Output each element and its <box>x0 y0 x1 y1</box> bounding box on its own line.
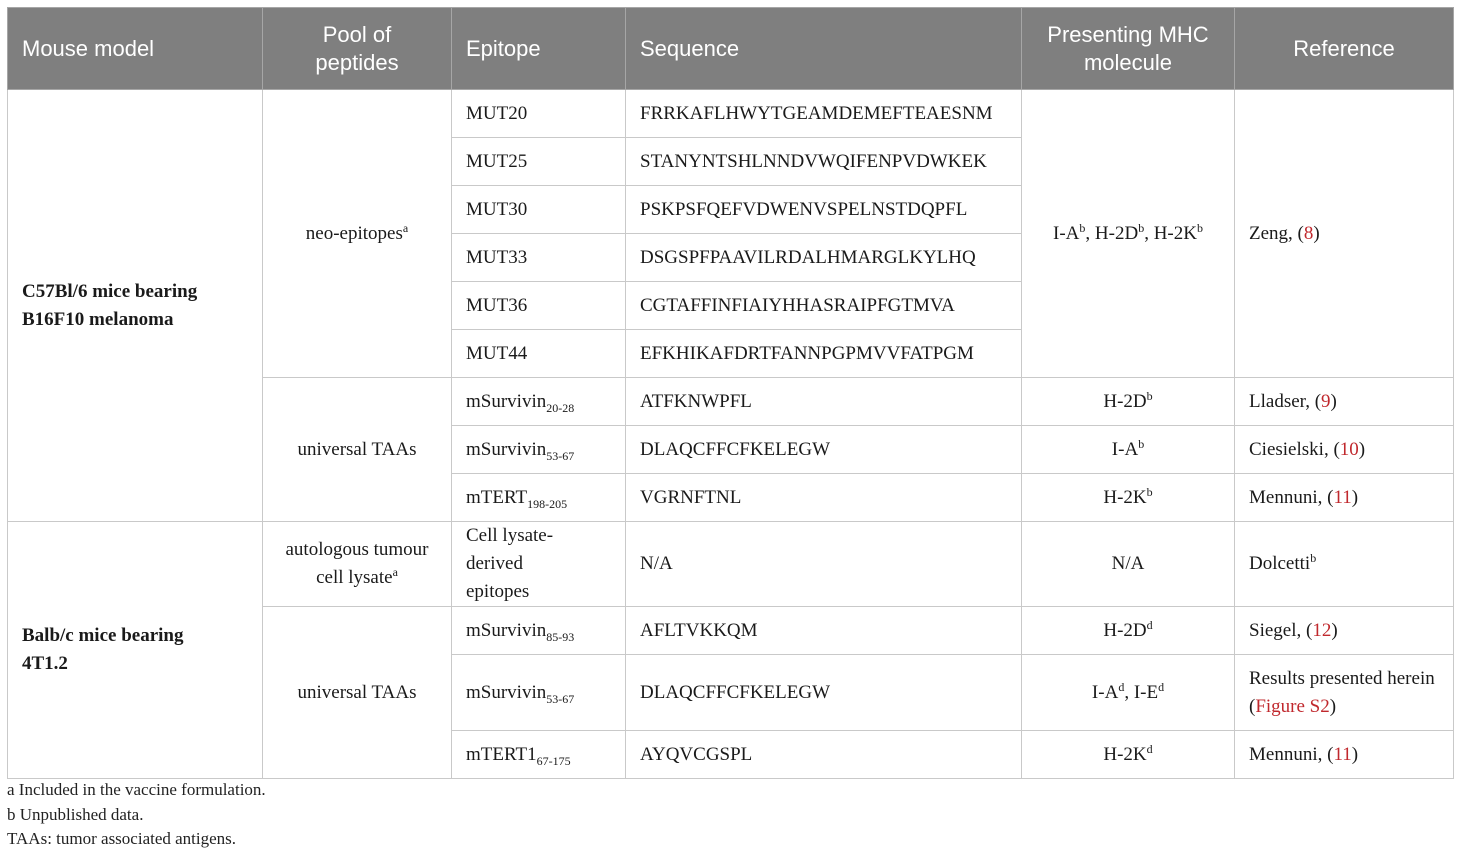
header-pool-label: Pool of peptides <box>315 21 399 75</box>
epitope-sub: 53-67 <box>546 448 575 463</box>
ref-citation-link[interactable]: 11 <box>1333 743 1352 765</box>
epitope-text: mSurvivin <box>466 681 547 703</box>
mhc-text: H-2K <box>1103 743 1147 765</box>
ref-citation-link[interactable]: 12 <box>1312 619 1332 641</box>
mhc-sup: b <box>1138 436 1145 451</box>
mhc-sup: d <box>1158 679 1165 694</box>
sequence-cell: FRRKAFLHWYTGEAMDEMEFTEAESNM <box>626 90 1022 138</box>
group-c57-label: C57Bl/6 mice bearing B16F10 melanoma <box>22 280 198 330</box>
sequence-cell: PSKPSFQEFVDWENVSPELNSTDQPFL <box>626 186 1022 234</box>
footnote-taas: TAAs: tumor associated antigens. <box>7 829 237 848</box>
sequence-cell: VGRNFTNL <box>626 474 1022 522</box>
header-sequence: Sequence <box>626 8 1022 90</box>
mhc-text: , H-2K <box>1144 222 1197 244</box>
footnote-b: b Unpublished data. <box>7 805 144 824</box>
sequence-cell: ATFKNWPFL <box>626 378 1022 426</box>
footnote-a: a Included in the vaccine formulation. <box>7 780 266 799</box>
ref-citation-link[interactable]: 10 <box>1339 438 1359 460</box>
mhc-sup: b <box>1138 220 1145 235</box>
epitope-cell: MUT30 <box>452 186 626 234</box>
table-row <box>8 522 1454 607</box>
mhc-sup: d <box>1118 679 1125 694</box>
mhc-text: , H-2D <box>1085 222 1139 244</box>
mhc-cell <box>1022 474 1235 522</box>
mhc-cell <box>1022 378 1235 426</box>
figure-s2-link[interactable]: Figure S2 <box>1255 695 1330 717</box>
mhc-text: , I-E <box>1124 681 1159 703</box>
ref-citation-link[interactable]: 9 <box>1321 390 1331 412</box>
ref-cell <box>1235 474 1454 522</box>
pool-neo-epitopes <box>263 90 452 378</box>
sequence-cell: CGTAFFINFIAIYHHASRAIPFGTMVA <box>626 282 1022 330</box>
footnote-mark: a <box>392 565 398 579</box>
epitope-sub: 20-28 <box>546 400 575 415</box>
ref-text: ) <box>1351 486 1359 508</box>
ref-cell <box>1235 378 1454 426</box>
mhc-cell <box>1022 607 1235 655</box>
sequence-cell: AYQVCGSPL <box>626 731 1022 779</box>
ref-text: Lladser, ( <box>1249 390 1322 412</box>
pool-auto-label: autologous tumour cell lysate <box>285 539 429 588</box>
ref-cell <box>1235 731 1454 779</box>
epitope-cell: MUT44 <box>452 330 626 378</box>
epitope-cell: MUT36 <box>452 282 626 330</box>
ref-text: Zeng, ( <box>1249 222 1304 244</box>
sequence-cell: EFKHIKAFDRTFANNPGPMVVFATPGM <box>626 330 1022 378</box>
ref-cell <box>1235 522 1454 607</box>
ref-text: Dolcetti <box>1249 553 1311 574</box>
epitope-cell: MUT25 <box>452 138 626 186</box>
group-balb-label: Balb/c mice bearing 4T1.2 <box>22 625 184 674</box>
group-c57 <box>8 90 263 522</box>
header-epitope: Epitope <box>452 8 626 90</box>
epitope-text: mSurvivin <box>466 619 547 641</box>
epitope-cell: MUT33 <box>452 234 626 282</box>
group-balb <box>8 522 263 779</box>
ref-text: ) <box>1329 695 1337 717</box>
ref-text: Mennuni, ( <box>1249 743 1334 765</box>
mhc-neo <box>1022 90 1235 378</box>
mhc-text: I-A <box>1053 222 1080 244</box>
mhc-text: I-A <box>1091 681 1119 703</box>
ref-text: ) <box>1351 743 1359 765</box>
mhc-sup: d <box>1146 741 1153 756</box>
epitope-sub: 85-93 <box>546 629 575 644</box>
epitope-sub: 67-175 <box>536 753 571 768</box>
sequence-cell: STANYNTSHLNNDVWQIFENPVDWKEK <box>626 138 1022 186</box>
epitope-text: mSurvivin <box>466 438 547 460</box>
ref-text: Siegel, ( <box>1249 619 1313 641</box>
epitope-cell <box>452 474 626 522</box>
mhc-cell: N/A <box>1022 522 1235 607</box>
epitope-sub: 198-205 <box>527 496 568 511</box>
epitope-text: mTERT <box>466 486 528 508</box>
mhc-sup: b <box>1079 220 1086 235</box>
pool-universal-taas: universal TAAs <box>263 607 452 779</box>
mhc-text: H-2D <box>1103 390 1147 412</box>
epitope-cell <box>452 522 626 607</box>
epitope-cell <box>452 426 626 474</box>
ref-text: ) <box>1313 222 1320 244</box>
header-row <box>8 8 1454 90</box>
pool-neo-label: neo-epitopes <box>305 222 403 244</box>
header-pool <box>263 8 452 90</box>
mhc-cell <box>1022 731 1235 779</box>
mhc-sup: b <box>1146 388 1153 403</box>
header-mhc: Presenting MHC molecule <box>1022 8 1235 90</box>
epitope-cell <box>452 378 626 426</box>
mhc-cell <box>1022 426 1235 474</box>
sequence-cell: DSGSPFPAAVILRDALHMARGLKYLHQ <box>626 234 1022 282</box>
mhc-text: H-2D <box>1103 619 1147 641</box>
epitope-sub: 53-67 <box>546 691 575 706</box>
mhc-text: H-2K <box>1103 486 1147 508</box>
sequence-cell: AFLTVKKQM <box>626 607 1022 655</box>
sequence-cell: N/A <box>626 522 1022 607</box>
mhc-sup: b <box>1146 484 1153 499</box>
ref-citation-link[interactable]: 11 <box>1333 486 1352 508</box>
ref-text: Mennuni, ( <box>1249 486 1334 508</box>
header-mouse-model: Mouse model <box>8 8 263 90</box>
pool-autologous <box>263 522 452 607</box>
ref-text: ) <box>1331 619 1338 641</box>
epitope-text: mSurvivin <box>466 390 547 412</box>
footnote-mark: a <box>402 220 409 235</box>
ref-cell <box>1235 607 1454 655</box>
epitope-cell <box>452 655 626 731</box>
ref-text: Ciesielski, ( <box>1249 438 1340 460</box>
sequence-cell: DLAQCFFCFKELEGW <box>626 426 1022 474</box>
mhc-sup: d <box>1146 617 1153 632</box>
footnote-mark: b <box>1310 551 1317 565</box>
ref-neo <box>1235 90 1454 378</box>
ref-text: ) <box>1358 438 1366 460</box>
pool-universal-taas: universal TAAs <box>263 378 452 522</box>
epitope-text: mTERT1 <box>466 743 537 765</box>
sequence-cell: DLAQCFFCFKELEGW <box>626 655 1022 731</box>
mhc-cell <box>1022 655 1235 731</box>
ref-text: ) <box>1330 390 1337 412</box>
epitope-cell: MUT20 <box>452 90 626 138</box>
header-reference: Reference <box>1235 8 1454 90</box>
ref-citation-link[interactable]: 8 <box>1303 222 1314 244</box>
epitope-cell <box>452 731 626 779</box>
mhc-text: I-A <box>1111 438 1139 460</box>
mhc-sup: b <box>1196 220 1203 235</box>
epitope-table <box>7 7 1454 779</box>
table-row <box>8 90 1454 138</box>
epitope-cell <box>452 607 626 655</box>
ref-cell <box>1235 655 1454 731</box>
ref-text: Results presented herein ( <box>1249 667 1435 717</box>
ref-cell <box>1235 426 1454 474</box>
epitope-text: Cell lysate-derived epitopes <box>466 525 554 602</box>
